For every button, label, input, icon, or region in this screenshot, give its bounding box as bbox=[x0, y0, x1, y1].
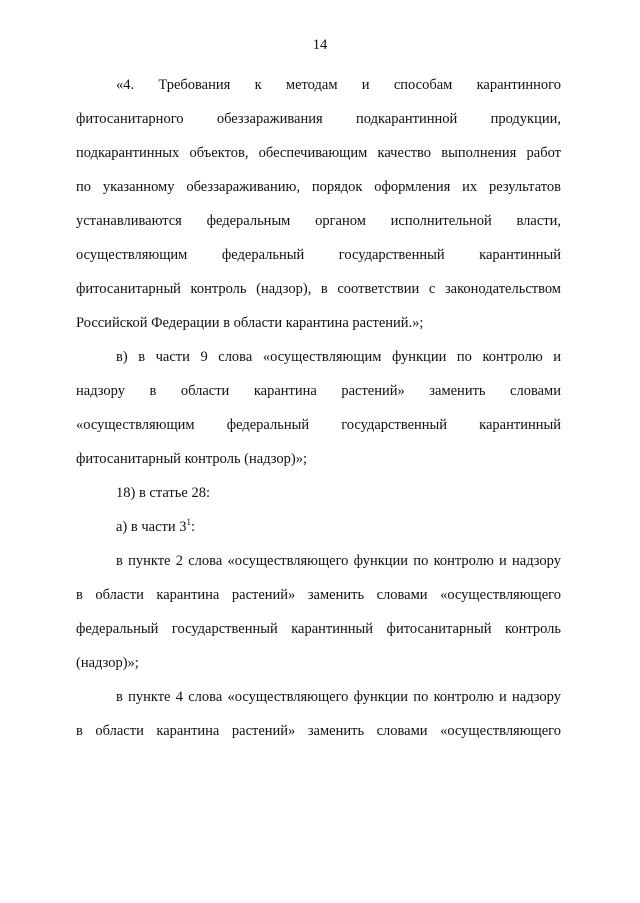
text-line: подкарантинных объектов, обеспечивающим качество выполнения работ bbox=[76, 145, 561, 161]
text-line: фитосанитарный контроль (надзор), в соответствии с законодательством bbox=[76, 281, 561, 297]
text-line: в) в части 9 слова «осуществляющим функции по контролю и bbox=[116, 349, 561, 365]
text-line: осуществляющим федеральный государственный карантинный bbox=[76, 247, 561, 263]
paragraph-3 bbox=[76, 476, 561, 510]
text-line: «4. Требования к методам и способам карантинного bbox=[116, 77, 561, 93]
text-line: Российской Федерации в области карантина растений.»; bbox=[76, 315, 424, 331]
text-line: «осуществляющим федеральный государственный карантинный bbox=[76, 417, 561, 433]
text-line: фитосанитарный контроль (надзор)»; bbox=[76, 451, 308, 467]
paragraph-5 bbox=[76, 544, 561, 680]
text-line bbox=[76, 510, 561, 544]
paragraph-2 bbox=[76, 340, 561, 476]
text-suffix: : bbox=[191, 519, 196, 535]
page-number: 14 bbox=[312, 37, 328, 53]
text-line: в области карантина растений» заменить словами «осуществляющего bbox=[76, 723, 561, 739]
text-line: (надзор)»; bbox=[76, 655, 139, 671]
text-prefix: а) в части 3 bbox=[116, 519, 187, 535]
superscript: 1 bbox=[186, 517, 191, 527]
paragraph-1 bbox=[76, 68, 561, 340]
text-line: 18) в статье 28: bbox=[116, 485, 210, 501]
text-line: надзору в области карантина растений» заменить словами bbox=[76, 383, 561, 399]
paragraph-6 bbox=[76, 680, 561, 748]
text-line: фитосанитарного обеззараживания подкарантинной продукции, bbox=[76, 111, 561, 127]
paragraph-4 bbox=[76, 510, 561, 544]
text-line: в области карантина растений» заменить словами «осуществляющего bbox=[76, 587, 561, 603]
text-line: в пункте 2 слова «осуществляющего функции по контролю и надзору bbox=[116, 553, 561, 569]
text-line: федеральный государственный карантинный фитосанитарный контроль bbox=[76, 621, 561, 637]
text-line: устанавливаются федеральным органом исполнительной власти, bbox=[76, 213, 561, 229]
text-line: в пункте 4 слова «осуществляющего функции по контролю и надзору bbox=[116, 689, 561, 705]
text-line: по указанному обеззараживанию, порядок оформления их результатов bbox=[76, 179, 561, 195]
document-body bbox=[76, 68, 561, 748]
